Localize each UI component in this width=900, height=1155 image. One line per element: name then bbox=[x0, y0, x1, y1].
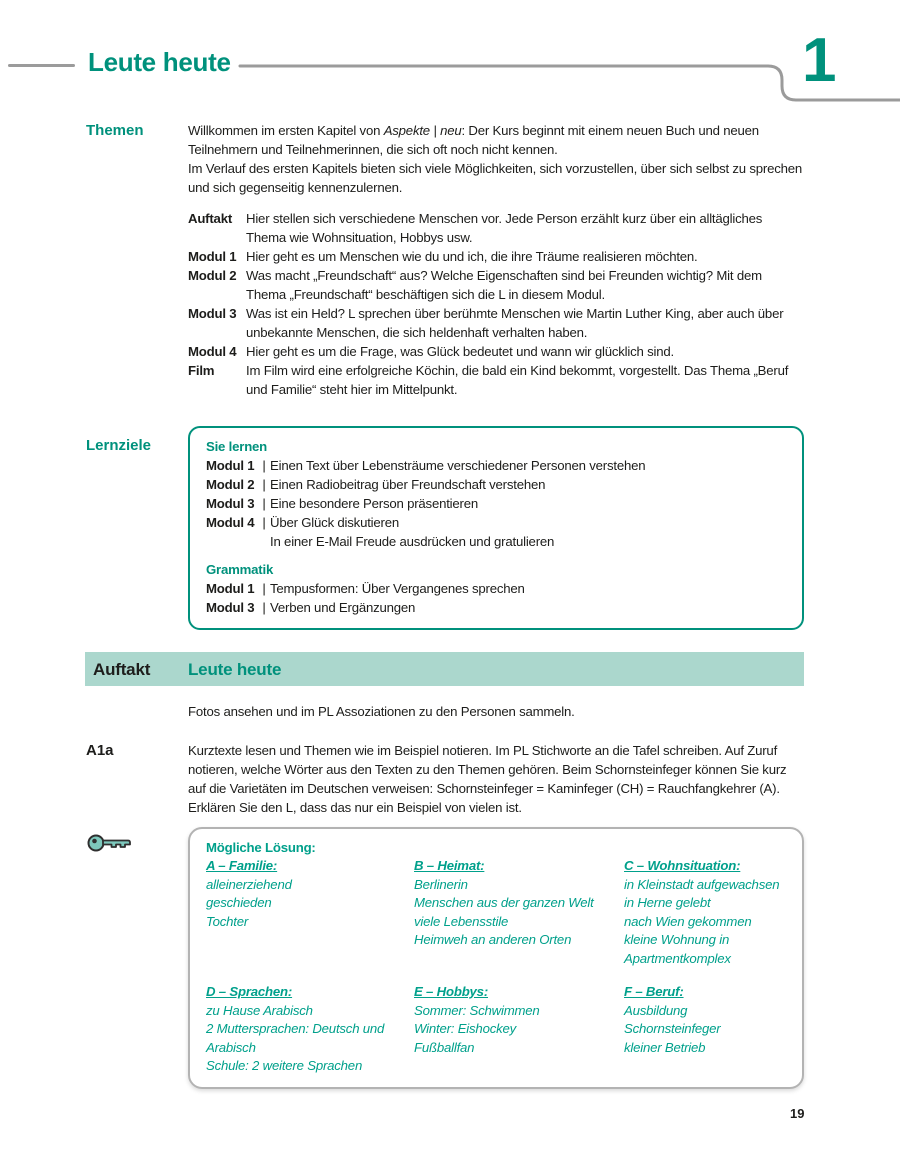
solution-line: 2 Muttersprachen: Deutsch und Arabisch bbox=[206, 1021, 385, 1055]
solution-line: Sommer: Schwimmen bbox=[414, 1002, 540, 1018]
section-themen bbox=[86, 121, 804, 399]
module-label bbox=[206, 532, 258, 551]
list-item bbox=[206, 494, 786, 513]
content bbox=[86, 121, 804, 1089]
solution-column-c bbox=[624, 857, 786, 968]
solution-line: Ausbildung Schornsteinfeger bbox=[624, 1002, 721, 1036]
solution-line: zu Hause Arabisch bbox=[206, 1002, 313, 1018]
separator bbox=[258, 598, 270, 617]
key-icon-cell bbox=[86, 827, 188, 1089]
list-item bbox=[188, 342, 804, 361]
solution-line: Tochter bbox=[206, 913, 249, 929]
solution-line: Menschen aus der ganzen Welt bbox=[414, 895, 594, 910]
list-item bbox=[206, 598, 786, 617]
module-text: Tempusformen: Über Vergangenes sprechen bbox=[270, 581, 525, 596]
solution-column-a bbox=[206, 857, 414, 968]
list-item bbox=[188, 209, 804, 247]
list-item bbox=[206, 579, 786, 598]
module-text: Einen Text über Lebensträume verschiedener Personen verstehen bbox=[270, 458, 646, 473]
solution-line: nach Wien gekommen bbox=[624, 913, 752, 929]
themen-module-list bbox=[188, 209, 804, 399]
list-item bbox=[206, 513, 786, 532]
list-item bbox=[206, 532, 786, 551]
module-text: Hier stellen sich verschiedene Menschen vor. Jede Person erzählt kurz über ein alltägliches Thema wie Wohnsituation, Hobbys usw. bbox=[246, 211, 763, 245]
spacer bbox=[206, 551, 786, 560]
module-label: Modul 1 bbox=[188, 249, 237, 264]
separator bbox=[258, 513, 270, 532]
section-a1a bbox=[86, 741, 804, 817]
page-title: Leute heute bbox=[88, 47, 231, 77]
list-item bbox=[188, 266, 804, 304]
module-text: Was ist ein Held? L sprechen über berühmte Menschen wie Martin Luther King, aber auch über unbekannte Menschen, die sich heldenhaft verhalten haben. bbox=[246, 306, 784, 340]
module-label: Modul 3 bbox=[206, 496, 255, 511]
section-fotos bbox=[86, 702, 804, 721]
module-text: Eine besondere Person präsentieren bbox=[270, 496, 479, 511]
lernziele-heading: Sie lernen bbox=[206, 439, 268, 454]
column-title: B – Heimat: bbox=[414, 858, 485, 873]
separator bbox=[258, 494, 270, 513]
list-item bbox=[188, 361, 804, 399]
module-text: Hier geht es um Menschen wie du und ich, die ihre Träume realisieren möchten. bbox=[246, 249, 698, 264]
solution-line: kleiner Betrieb bbox=[624, 1039, 706, 1055]
auftakt-instruction: Fotos ansehen und im PL Assoziationen zu den Personen sammeln. bbox=[188, 704, 575, 719]
module-label: Film bbox=[188, 363, 215, 378]
list-item bbox=[206, 456, 786, 475]
themen-intro-post: : Der Kurs beginnt mit einem neuen Buch und neuen Teilnehmern und Teilnehmerinnen, die sich oft noch nicht kennen. bbox=[188, 123, 759, 157]
list-item bbox=[188, 247, 804, 266]
a1a-instruction: Kurztexte lesen und Themen wie im Beispiel notieren. Im PL Stichworte an die Tafel schreiben. Auf Zuruf notieren, welche Wörter aus den Texten zu den Themen gehören. Beim Schornsteinfeger können Sie kurz auf die Varietäten im Deutschen verweisen: Schornsteinfeger = Kaminfeger (CH) = Rauchfangkehrer (A). Erklären Sie den L, dass das nur ein Beispiel von vielen ist. bbox=[188, 743, 787, 815]
chapter-number: 1 bbox=[802, 26, 837, 95]
solution-column-d bbox=[206, 983, 414, 1076]
empty-label-cell bbox=[86, 702, 188, 721]
solution-line: kleine Wohnung in Apartmentkomplex bbox=[624, 932, 731, 966]
solution-line: Fußballfan bbox=[414, 1039, 475, 1055]
column-title: A – Familie: bbox=[206, 858, 278, 873]
themen-intro-pre: Willkommen im ersten Kapitel von bbox=[188, 123, 384, 138]
solution-line: Schule: 2 weitere Sprachen bbox=[206, 1058, 363, 1073]
module-label: Modul 4 bbox=[188, 344, 237, 359]
lernziele-box bbox=[188, 426, 804, 630]
module-text: Verben und Ergänzungen bbox=[270, 600, 416, 615]
themen-intro bbox=[188, 121, 804, 159]
module-text: Im Film wird eine erfolgreiche Köchin, die bald ein Kind bekommt, vorgestellt. Das Thema „Beruf und Familie“ steht hier im Mittelpunkt. bbox=[246, 363, 789, 397]
section-label-lernziele: Lernziele bbox=[86, 437, 152, 454]
themen-intro-2: Im Verlauf des ersten Kapitels bieten sich viele Möglichkeiten, sich vorzustellen, über sich selbst zu sprechen und sich gegenseitig kennenzulernen. bbox=[188, 161, 803, 195]
section-lernziele bbox=[86, 426, 804, 630]
module-label: Modul 1 bbox=[206, 581, 255, 596]
solution-column-b bbox=[414, 857, 624, 968]
solution-column-e bbox=[414, 983, 624, 1076]
grammatik-heading: Grammatik bbox=[206, 562, 274, 577]
task-label-a1a: A1a bbox=[86, 742, 114, 759]
solution-column-f bbox=[624, 983, 786, 1076]
section-solution bbox=[86, 827, 804, 1089]
solution-heading: Mögliche Lösung: bbox=[206, 840, 316, 855]
solution-box bbox=[188, 827, 804, 1089]
column-title: C – Wohnsituation: bbox=[624, 858, 741, 873]
list-item bbox=[206, 475, 786, 494]
module-label: Auftakt bbox=[188, 211, 233, 226]
auftakt-section-band bbox=[85, 652, 804, 686]
module-label: Modul 4 bbox=[206, 515, 255, 530]
module-label: Modul 3 bbox=[188, 306, 237, 321]
module-label: Modul 3 bbox=[206, 600, 255, 615]
solution-line: Heimweh an anderen Orten bbox=[414, 932, 572, 947]
solution-line: Berlinerin bbox=[414, 876, 468, 892]
column-title: D – Sprachen: bbox=[206, 984, 293, 999]
band-title: Leute heute bbox=[188, 659, 282, 679]
column-title: F – Beruf: bbox=[624, 984, 684, 999]
module-label: Modul 1 bbox=[206, 458, 255, 473]
themen-body bbox=[188, 121, 804, 399]
module-text: Was macht „Freundschaft“ aus? Welche Eigenschaften sind bei Freunden wichtig? Mit dem Thema „Freundschaft“ beschäftigen sich die L in diesem Modul. bbox=[246, 268, 762, 302]
solution-line: alleinerziehend bbox=[206, 876, 292, 892]
solution-line: Winter: Eishockey bbox=[414, 1021, 517, 1036]
solution-grid-row2 bbox=[206, 983, 786, 1076]
separator bbox=[258, 532, 270, 551]
module-text: Einen Radiobeitrag über Freundschaft verstehen bbox=[270, 477, 546, 492]
solution-grid-row1 bbox=[206, 857, 786, 968]
column-title: E – Hobbys: bbox=[414, 984, 489, 999]
separator bbox=[258, 579, 270, 598]
module-label: Modul 2 bbox=[188, 268, 237, 283]
module-text: Hier geht es um die Frage, was Glück bedeutet und wann wir glücklich sind. bbox=[246, 344, 674, 359]
solution-line: viele Lebensstile bbox=[414, 913, 509, 929]
band-label: Auftakt bbox=[93, 659, 151, 679]
list-item bbox=[188, 304, 804, 342]
themen-intro-book-title: Aspekte | neu bbox=[383, 123, 462, 138]
solution-line: in Kleinstadt aufgewachsen in Herne gelebt bbox=[624, 876, 780, 910]
module-text: Über Glück diskutieren bbox=[270, 515, 399, 530]
solution-line: geschieden bbox=[206, 895, 272, 910]
header-tab-rule bbox=[238, 60, 900, 106]
module-label: Modul 2 bbox=[206, 477, 255, 492]
separator bbox=[258, 475, 270, 494]
header-rule-left bbox=[8, 64, 75, 67]
page-number: 19 bbox=[790, 1106, 805, 1121]
section-label-themen: Themen bbox=[86, 122, 144, 139]
module-text: In einer E-Mail Freude ausdrücken und gratulieren bbox=[270, 534, 555, 549]
separator bbox=[258, 456, 270, 475]
key-icon bbox=[86, 831, 134, 855]
